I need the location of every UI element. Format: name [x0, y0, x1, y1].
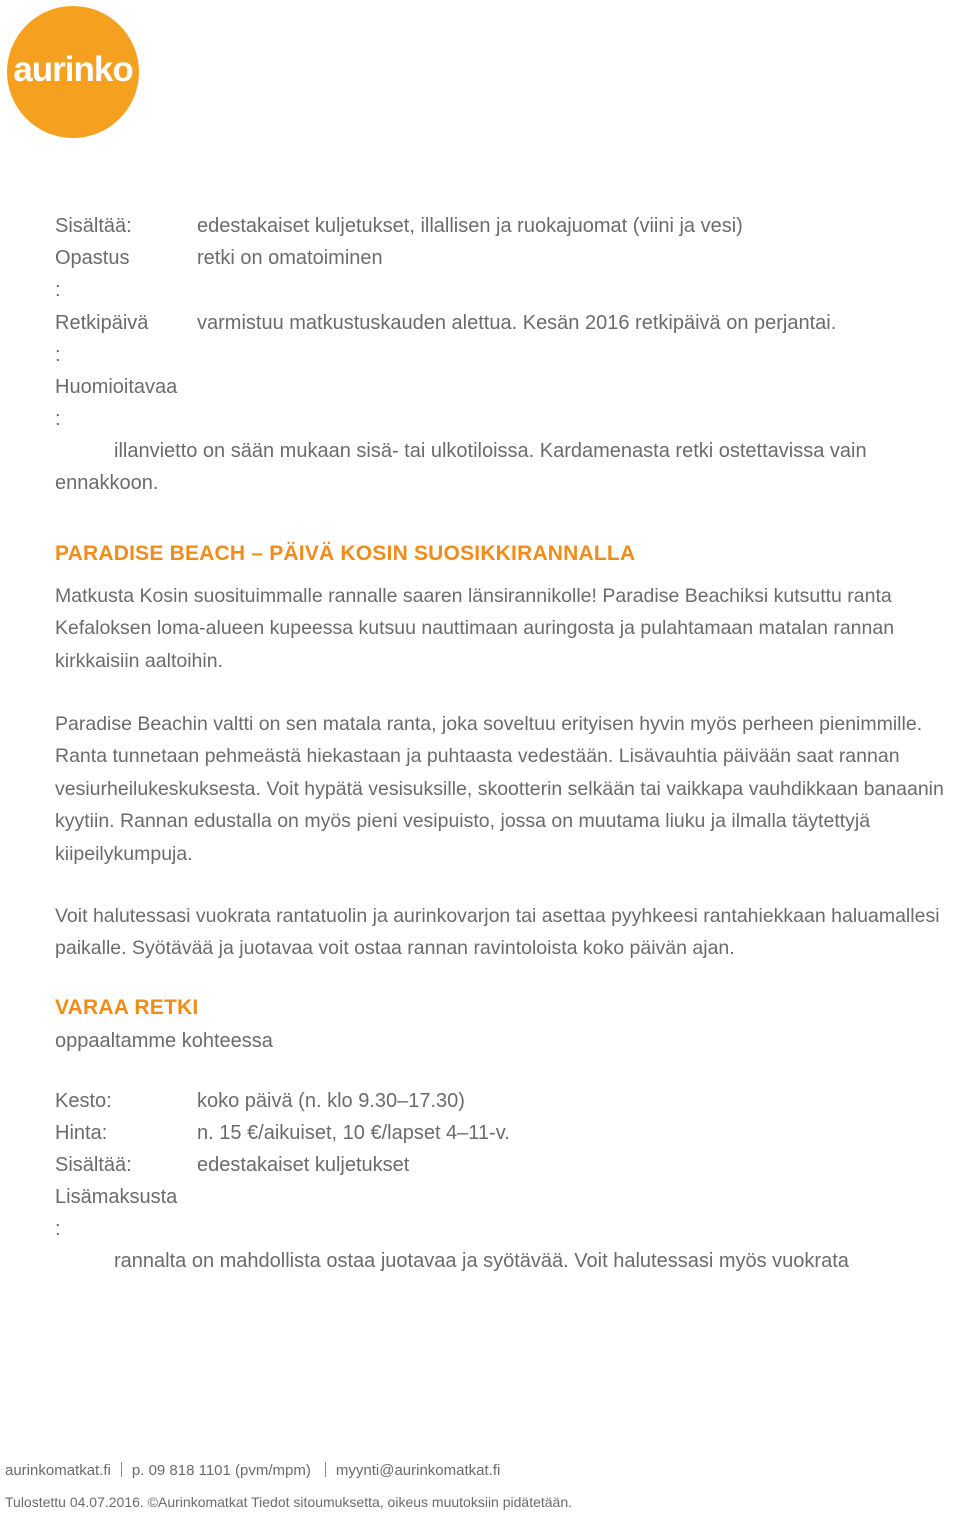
label-opastus: Opastus	[55, 247, 130, 269]
footer-separator	[325, 1462, 326, 1477]
note-lisamaksusta: rannalta on mahdollista ostaa juotavaa ja syötävää. Voit halutessasi myös vuokrata	[114, 1250, 849, 1272]
label-sisaltaa-2: Sisältää:	[55, 1154, 132, 1176]
value-hinta: n. 15 €/aikuiset, 10 €/lapset 4–11-v.	[197, 1122, 510, 1144]
label-huomioitavaa: Huomioitavaa	[55, 376, 178, 398]
footer-contact	[5, 1462, 500, 1479]
value-retkipaiva: varmistuu matkustuskauden alettua. Kesän 2016 retkipäivä on perjantai.	[197, 312, 837, 334]
label-retkipaiva: Retkipäivä	[55, 312, 149, 334]
label-hinta: Hinta:	[55, 1122, 108, 1144]
booking-heading: VARAA RETKI	[55, 996, 199, 1019]
logo-text: aurinko	[13, 50, 133, 89]
note-huomioitavaa-line1: illanvietto on sään mukaan sisä- tai ulkotiloissa. Kardamenasta retki ostettavissa vain	[114, 440, 867, 462]
label-kesto: Kesto:	[55, 1090, 112, 1112]
section-paragraph-1: Matkusta Kosin suosituimmalle rannalle saaren länsirannikolle! Paradise Beachiksi kutsuttu ranta Kefaloksen loma-alueen kupeessa kutsuu nauttimaan auringosta ja pulahtamaan matalan rannan kirkkaisiin aaltoihin.	[55, 585, 895, 672]
section-paragraph-3: Voit halutessasi vuokrata rantatuolin ja aurinkovarjon tai asettaa pyyhkeesi rantahiekkaan haluamallesi paikalle. Syötävää ja juotavaa voit ostaa rannan ravintoloista koko päivän ajan.	[55, 905, 940, 960]
footer-email-link[interactable]: myynti@aurinkomatkat.fi	[335, 1462, 501, 1479]
value-sisaltaa: edestakaiset kuljetukset, illallisen ja ruokajuomat (viini ja vesi)	[197, 215, 743, 237]
footer-separator	[121, 1462, 122, 1477]
aurinko-logo	[7, 6, 139, 138]
label-sisaltaa: Sisältää:	[55, 215, 132, 237]
footer-printed: Tulostettu 04.07.2016. ©Aurinkomatkat Tiedot sitoumuksetta, oikeus muutoksiin pidätetään.	[5, 1494, 573, 1510]
label-retkipaiva-colon: :	[55, 344, 61, 366]
note-huomioitavaa-line2: ennakkoon.	[55, 472, 159, 494]
section-heading: PARADISE BEACH – PÄIVÄ KOSIN SUOSIKKIRANNALLA	[55, 542, 636, 565]
label-huomioitavaa-colon: :	[55, 408, 61, 430]
label-lisamaksusta: Lisämaksusta	[55, 1186, 178, 1208]
footer-website-link[interactable]: aurinkomatkat.fi	[5, 1462, 111, 1479]
booking-subtitle: oppaaltamme kohteessa	[55, 1030, 273, 1052]
label-lisamaksusta-colon: :	[55, 1218, 61, 1240]
section-paragraph-2: Paradise Beachin valtti on sen matala ranta, joka soveltuu erityisen hyvin myös perheen pienimmille. Ranta tunnetaan pehmeästä hiekastaan ja puhtaasta vedestään. Lisävauhtia päivään saat rannan vesiurheilukeskuksesta. Voit hypätä vesisuksille, skootterin selkään tai vaikkapa vauhdikkaan banaanin kyytiin. Rannan edustalla on myös pieni vesipuisto, jossa on muutama liuku ja ilmalla täytettyjä kiipeilykumpuja.	[55, 713, 944, 865]
label-opastus-colon: :	[55, 279, 61, 301]
value-kesto: koko päivä (n. klo 9.30–17.30)	[197, 1090, 465, 1112]
value-sisaltaa-2: edestakaiset kuljetukset	[197, 1154, 410, 1176]
footer-phone: p. 09 818 1101 (pvm/mpm)	[131, 1462, 311, 1479]
value-opastus: retki on omatoiminen	[197, 247, 383, 269]
